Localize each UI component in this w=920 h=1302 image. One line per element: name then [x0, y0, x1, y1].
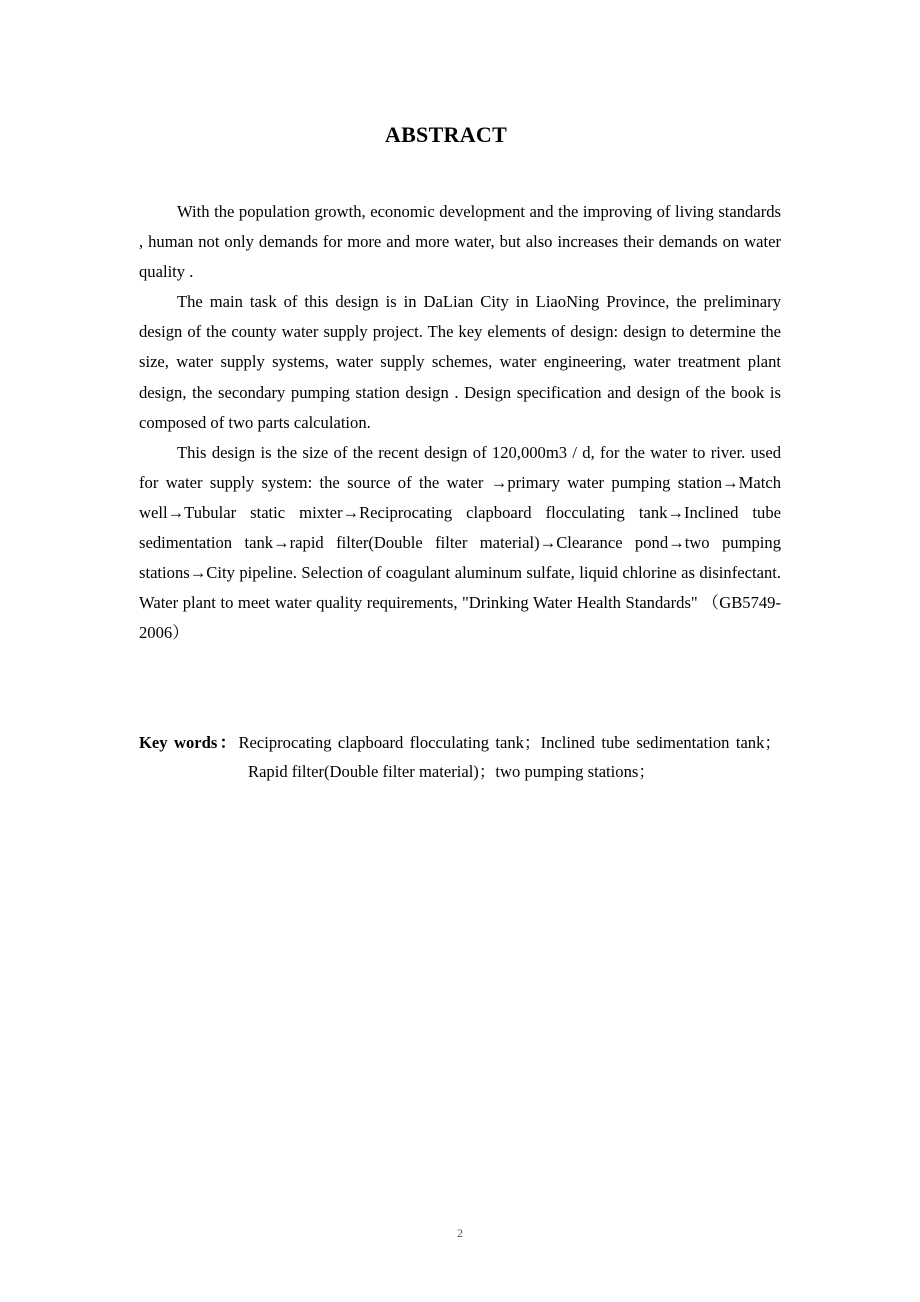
page-number: 2: [457, 1226, 463, 1240]
keywords-block: [139, 728, 781, 786]
abstract-title: ABSTRACT: [384, 122, 508, 147]
abstract-paragraph-2: The main task of this design is in DaLian City in LiaoNing Province, the preliminary design of the county water supply project. The key elements of design: design to determine the size, water supply systems, water supply schemes, water engineering, water treatment plant design, the secondary pumping station design . Design specification and design of the book is composed of two parts calculation.: [139, 292, 781, 432]
abstract-paragraph-1: With the population growth, economic development and the improving of living standards , human not only demands for more and more water, but also increases their demands on water quality .: [139, 202, 781, 282]
abstract-body: [139, 197, 781, 648]
abstract-paragraph-3: This design is the size of the recent design of 120,000m3 / d, for the water to river. used for water supply system: the source of the water →primary water pumping station→Match well→Tubular static mixter→Reciprocating clapboard flocculating tank→Inclined tube sedimentation tank→rapid filter(Double filter material)→Clearance pond→two pumping stations→City pipeline. Selection of coagulant aluminum sulfate, liquid chlorine as disinfectant. Water plant to meet water quality requirements, "Drinking Water Health Standards" （GB5749-2006）: [139, 442, 781, 643]
keywords-label: Key words：: [139, 733, 239, 752]
keywords-text: Reciprocating clapboard flocculating tank；Inclined tube sedimentation tank；Rapid filter(Double filter material)；two pumping stations；: [238, 733, 781, 781]
